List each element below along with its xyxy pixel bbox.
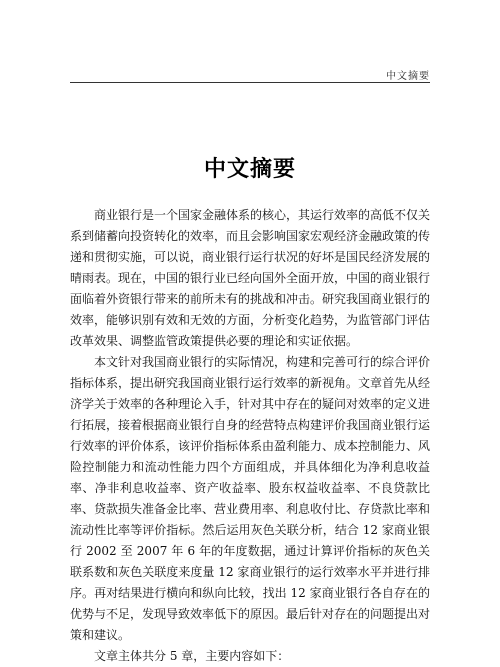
paragraph-1: 商业银行是一个国家金融体系的核心，其运行效率的高低不仅关系到储蓄向投资转化的效率，而且会影响国家宏观经济金融政策的传递和贯彻实施，可以说，商业银行运行状况的好坏是国民经济发展的晴雨表。现在，中国的银行业已经向国外全面开放，中国的商业银行面临着外资银行带来的前所未有的挑战和冲击。研究我国商业银行的效率，能够识别有效和无效的方面，分析变化趋势，为监管部门评估改革效果、调整监管政策提供必要的理论和实证依据。 [70, 208, 431, 348]
abstract-body [70, 205, 430, 667]
paragraph-3: 文章主体共分 5 章，主要内容如下： [94, 649, 290, 663]
page-title: 中文摘要 [203, 156, 296, 182]
running-header [70, 64, 430, 83]
paragraph-2: 本文针对我国商业银行的实际情况，构建和完善可行的综合评价指标体系，提出研究我国商业银行运行效率的新视角。文章首先从经济学关于效率的各种理论入手，针对其中存在的疑问对效率的定义进行拓展，接着根据商业银行自身的经营特点构建评价我国商业银行运行效率的评价体系，该评价指标体系由盈利能力、成本控制能力、风险控制能力和流动性能力四个方面组成，并具体细化为净利息收益率、净非利息收益率、资产收益率、股东权益收益率、不良贷款比率、贷款损失准备金比率、营业费用率、利息收付比、存贷款比率和流动性比率等评价指标。然后运用灰色关联分析，结合 12 家商业银行 2002 至 2007 年 6 年的年度数据，通过计算评价指标的灰色关联系数和灰色关联度来度量 12 家商业银行的运行效率水平并进行排序。再对结果进行横向和纵向比较，找出 12 家商业银行各自存在的优势与不足，发现导致效率低下的原因。最后针对存在的问题提出对策和建议。 [70, 355, 431, 642]
running-header-title: 中文摘要 [386, 71, 430, 82]
